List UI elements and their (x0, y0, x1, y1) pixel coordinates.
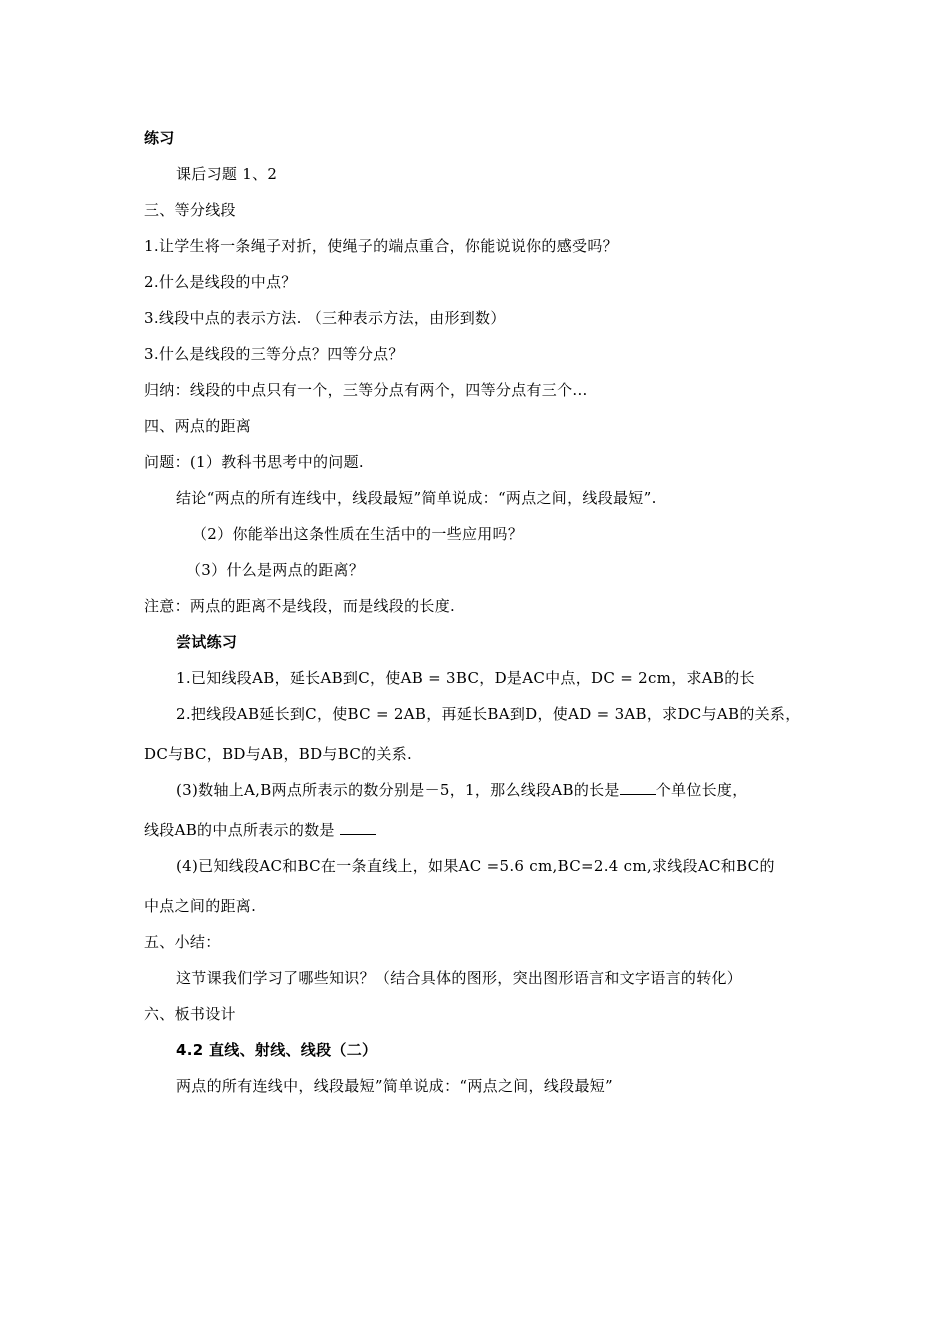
text-line: 2.把线段AB延长到C，使BC = 2AB，再延长BA到D，使AD = 3AB，求DC与AB的关系， (176, 705, 801, 723)
text-span: (3)数轴上A,B两点所表示的数分别是－5，1，那么线段AB的长是 (176, 781, 620, 799)
text-line: 中点之间的距离. (144, 897, 257, 915)
section-heading-board-design: 六、板书设计 (144, 1005, 236, 1023)
text-line (176, 780, 748, 800)
board-title: 4.2 直线、射线、线段（二） (176, 1041, 378, 1059)
text-span: 线段AB的中点所表示的数是 (144, 821, 335, 839)
text-line: 这节课我们学习了哪些知识？（结合具体的图形，突出图形语言和文字语言的转化） (176, 969, 743, 987)
text-line: 课后习题 1、2 (176, 165, 278, 183)
fill-blank (620, 780, 656, 795)
text-span: 个单位长度， (655, 781, 748, 799)
text-line: 3.线段中点的表示方法. （三种表示方法，由形到数） (144, 309, 506, 327)
section-heading-equal-division: 三、等分线段 (144, 201, 236, 219)
text-line: （3）什么是两点的距离？ (186, 561, 365, 579)
section-heading-try-exercise: 尝试练习 (176, 633, 238, 651)
text-line: 问题：(1）教科书思考中的问题. (144, 453, 364, 471)
text-line (144, 820, 376, 840)
text-line: 2.什么是线段的中点？ (144, 273, 297, 291)
text-line: 1.让学生将一条绳子对折，使绳子的端点重合，你能说说你的感受吗？ (144, 237, 618, 255)
text-line: 归纳：线段的中点只有一个，三等分点有两个，四等分点有三个... (144, 381, 588, 399)
text-line: 两点的所有连线中，线段最短”简单说成：“两点之间，线段最短” (176, 1077, 614, 1095)
text-line: DC与BC，BD与AB，BD与BC的关系. (144, 745, 413, 763)
text-line: 结论“两点的所有连线中，线段最短”简单说成：“两点之间，线段最短”. (176, 489, 657, 507)
text-line: 1.已知线段AB，延长AB到C，使AB = 3BC，D是AC中点，DC = 2cm，求AB的长 (176, 669, 755, 687)
text-line: (4)已知线段AC和BC在一条直线上，如果AC =5.6 cm,BC=2.4 cm,求线段AC和BC的 (176, 857, 775, 875)
text-line: （2）你能举出这条性质在生活中的一些应用吗？ (192, 525, 524, 543)
text-line: 3.什么是线段的三等分点？四等分点？ (144, 345, 404, 363)
fill-blank (340, 820, 376, 835)
section-heading-distance: 四、两点的距离 (144, 417, 252, 435)
section-heading-exercise: 练习 (144, 129, 175, 147)
section-heading-summary: 五、小结： (144, 933, 221, 951)
text-line: 注意：两点的距离不是线段，而是线段的长度. (144, 597, 456, 615)
